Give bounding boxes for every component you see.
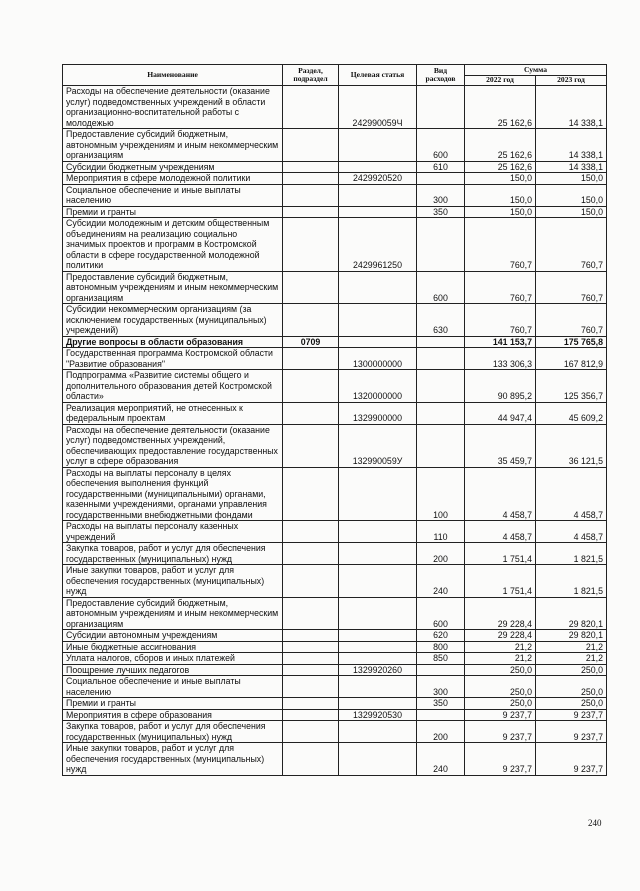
row-name: Иные закупки товаров, работ и услуг для обеспечения государственных (муниципальных) нужд	[63, 565, 283, 598]
row-value-2023: 167 812,9	[536, 348, 607, 370]
row-value-2023: 760,7	[536, 304, 607, 337]
header-sum: Сумма	[465, 65, 607, 76]
row-value-2023: 9 237,7	[536, 709, 607, 721]
row-value-2022: 760,7	[465, 304, 536, 337]
table-row	[63, 86, 607, 129]
row-target	[339, 630, 417, 642]
table-row	[63, 597, 607, 630]
row-section	[283, 173, 339, 185]
row-name: Закупка товаров, работ и услуг для обеспечения государственных (муниципальных) нужд	[63, 543, 283, 565]
row-name: Закупка товаров, работ и услуг для обеспечения государственных (муниципальных) нужд	[63, 721, 283, 743]
row-section	[283, 698, 339, 710]
row-section: 0709	[283, 336, 339, 348]
row-value-2023: 760,7	[536, 271, 607, 304]
row-value-2022: 25 162,6	[465, 86, 536, 129]
table-row	[63, 348, 607, 370]
row-target	[339, 743, 417, 776]
row-kind: 600	[417, 129, 465, 162]
row-kind	[417, 709, 465, 721]
row-kind: 350	[417, 698, 465, 710]
row-kind: 600	[417, 597, 465, 630]
row-value-2022: 44 947,4	[465, 402, 536, 424]
row-name: Премии и гранты	[63, 698, 283, 710]
row-section	[283, 218, 339, 272]
table-row	[63, 218, 607, 272]
row-target	[339, 467, 417, 521]
row-value-2022: 21,2	[465, 641, 536, 653]
row-value-2022: 9 237,7	[465, 743, 536, 776]
row-kind: 620	[417, 630, 465, 642]
row-name: Расходы на выплаты персоналу в целях обеспечения выполнения функций государственными (муниципальными) органами, казенными учреждениями, органами управления государственными внебюджетными фондами	[63, 467, 283, 521]
table-row	[63, 129, 607, 162]
row-value-2022: 133 306,3	[465, 348, 536, 370]
row-value-2022: 4 458,7	[465, 521, 536, 543]
row-value-2023: 175 765,8	[536, 336, 607, 348]
row-target	[339, 336, 417, 348]
row-target	[339, 698, 417, 710]
row-section	[283, 543, 339, 565]
row-value-2023: 250,0	[536, 664, 607, 676]
row-value-2022: 9 237,7	[465, 721, 536, 743]
row-section	[283, 348, 339, 370]
row-value-2022: 150,0	[465, 173, 536, 185]
table-row	[63, 271, 607, 304]
table-row	[63, 641, 607, 653]
row-target: 1300000000	[339, 348, 417, 370]
row-kind: 110	[417, 521, 465, 543]
row-value-2022: 35 459,7	[465, 424, 536, 467]
row-section	[283, 743, 339, 776]
row-kind	[417, 424, 465, 467]
row-kind: 300	[417, 184, 465, 206]
header-kind: Вид расходов	[417, 65, 465, 86]
row-target: 2429961250	[339, 218, 417, 272]
row-target	[339, 521, 417, 543]
row-section	[283, 206, 339, 218]
row-kind: 350	[417, 206, 465, 218]
row-kind: 630	[417, 304, 465, 337]
header-year-2023: 2023 год	[536, 76, 607, 86]
row-name: Государственная программа Костромской области "Развитие образования"	[63, 348, 283, 370]
table-row	[63, 206, 607, 218]
row-target: 1329900000	[339, 402, 417, 424]
row-kind	[417, 86, 465, 129]
row-value-2022: 1 751,4	[465, 565, 536, 598]
row-value-2022: 21,2	[465, 653, 536, 665]
row-value-2022: 250,0	[465, 664, 536, 676]
row-value-2022: 760,7	[465, 271, 536, 304]
row-section	[283, 370, 339, 403]
row-name: Премии и гранты	[63, 206, 283, 218]
row-section	[283, 161, 339, 173]
row-target	[339, 641, 417, 653]
row-value-2022: 150,0	[465, 206, 536, 218]
row-section	[283, 653, 339, 665]
row-target	[339, 565, 417, 598]
row-name: Социальное обеспечение и иные выплаты населению	[63, 184, 283, 206]
table-row	[63, 184, 607, 206]
row-name: Субсидии молодежным и детским общественным объединениям на реализацию социально значимых проектов и программ в Костромской области в сфере государственной молодежной политики	[63, 218, 283, 272]
row-value-2022: 141 153,7	[465, 336, 536, 348]
row-kind	[417, 173, 465, 185]
page-number: 240	[588, 818, 602, 828]
row-value-2022: 29 228,4	[465, 630, 536, 642]
row-value-2023: 150,0	[536, 173, 607, 185]
row-name: Поощрение лучших педагогов	[63, 664, 283, 676]
table-row	[63, 543, 607, 565]
table-row	[63, 743, 607, 776]
row-name: Мероприятия в сфере образования	[63, 709, 283, 721]
row-kind: 240	[417, 565, 465, 598]
row-name: Субсидии бюджетным учреждениям	[63, 161, 283, 173]
table-body	[63, 86, 607, 776]
table-row	[63, 402, 607, 424]
row-kind: 850	[417, 653, 465, 665]
header-year-2022: 2022 год	[465, 76, 536, 86]
row-section	[283, 521, 339, 543]
table-row	[63, 698, 607, 710]
row-value-2023: 4 458,7	[536, 521, 607, 543]
row-value-2023: 4 458,7	[536, 467, 607, 521]
row-section	[283, 676, 339, 698]
row-value-2022: 1 751,4	[465, 543, 536, 565]
table-row	[63, 664, 607, 676]
row-kind	[417, 370, 465, 403]
row-target: 242990059Ч	[339, 86, 417, 129]
table-row	[63, 630, 607, 642]
row-kind: 200	[417, 721, 465, 743]
row-value-2023: 29 820,1	[536, 597, 607, 630]
row-target	[339, 271, 417, 304]
row-kind: 600	[417, 271, 465, 304]
row-target	[339, 206, 417, 218]
row-name: Расходы на обеспечение деятельности (оказание услуг) подведомственных учреждений, обеспечивающих предоставление государственных услуг в сфере образования	[63, 424, 283, 467]
row-name: Уплата налогов, сборов и иных платежей	[63, 653, 283, 665]
row-section	[283, 630, 339, 642]
row-target: 2429920520	[339, 173, 417, 185]
row-value-2023: 9 237,7	[536, 721, 607, 743]
table-row	[63, 565, 607, 598]
row-name: Иные закупки товаров, работ и услуг для обеспечения государственных (муниципальных) нужд	[63, 743, 283, 776]
header-name: Наименование	[63, 65, 283, 86]
row-value-2022: 29 228,4	[465, 597, 536, 630]
row-section	[283, 402, 339, 424]
header-section: Раздел, подраздел	[283, 65, 339, 86]
row-value-2023: 21,2	[536, 641, 607, 653]
table-row	[63, 467, 607, 521]
row-kind	[417, 336, 465, 348]
row-value-2022: 250,0	[465, 676, 536, 698]
row-target: 1329920260	[339, 664, 417, 676]
row-kind	[417, 664, 465, 676]
table-row	[63, 709, 607, 721]
table-row	[63, 521, 607, 543]
row-target	[339, 184, 417, 206]
row-kind: 100	[417, 467, 465, 521]
table-row	[63, 336, 607, 348]
row-section	[283, 86, 339, 129]
row-target	[339, 676, 417, 698]
row-name: Социальное обеспечение и иные выплаты населению	[63, 676, 283, 698]
row-section	[283, 184, 339, 206]
row-value-2023: 1 821,5	[536, 565, 607, 598]
row-value-2022: 4 458,7	[465, 467, 536, 521]
row-value-2022: 150,0	[465, 184, 536, 206]
row-value-2023: 150,0	[536, 184, 607, 206]
row-value-2022: 250,0	[465, 698, 536, 710]
row-kind: 240	[417, 743, 465, 776]
row-kind	[417, 402, 465, 424]
row-kind	[417, 218, 465, 272]
row-target	[339, 304, 417, 337]
row-name: Иные бюджетные ассигнования	[63, 641, 283, 653]
row-section	[283, 304, 339, 337]
row-target: 132990059У	[339, 424, 417, 467]
row-section	[283, 597, 339, 630]
row-name: Субсидии автономным учреждениям	[63, 630, 283, 642]
row-name: Предоставление субсидий бюджетным, автономным учреждениям и иным некоммерческим организациям	[63, 597, 283, 630]
table-row	[63, 653, 607, 665]
row-value-2023: 250,0	[536, 698, 607, 710]
row-section	[283, 664, 339, 676]
table-row	[63, 676, 607, 698]
row-target: 1329920530	[339, 709, 417, 721]
row-section	[283, 641, 339, 653]
row-value-2023: 150,0	[536, 206, 607, 218]
table-header	[63, 65, 607, 86]
row-name: Другие вопросы в области образования	[63, 336, 283, 348]
row-value-2023: 9 237,7	[536, 743, 607, 776]
row-value-2023: 1 821,5	[536, 543, 607, 565]
row-section	[283, 709, 339, 721]
table-row	[63, 161, 607, 173]
row-value-2022: 25 162,6	[465, 161, 536, 173]
row-value-2023: 21,2	[536, 653, 607, 665]
row-section	[283, 271, 339, 304]
row-target	[339, 597, 417, 630]
row-value-2023: 14 338,1	[536, 86, 607, 129]
row-kind: 300	[417, 676, 465, 698]
row-section	[283, 129, 339, 162]
row-value-2023: 45 609,2	[536, 402, 607, 424]
row-value-2023: 250,0	[536, 676, 607, 698]
row-target	[339, 721, 417, 743]
table-row	[63, 721, 607, 743]
row-kind: 800	[417, 641, 465, 653]
row-name: Реализация мероприятий, не отнесенных к федеральным проектам	[63, 402, 283, 424]
table-row	[63, 304, 607, 337]
row-value-2022: 90 895,2	[465, 370, 536, 403]
row-target	[339, 653, 417, 665]
row-section	[283, 467, 339, 521]
row-section	[283, 424, 339, 467]
row-name: Предоставление субсидий бюджетным, автономным учреждениям и иным некоммерческим организациям	[63, 271, 283, 304]
row-target	[339, 543, 417, 565]
row-value-2022: 9 237,7	[465, 709, 536, 721]
row-name: Подпрограмма «Развитие системы общего и дополнительного образования детей Костромской области»	[63, 370, 283, 403]
budget-table	[62, 64, 607, 776]
row-value-2023: 14 338,1	[536, 129, 607, 162]
row-name: Расходы на обеспечение деятельности (оказание услуг) подведомственных учреждений в области организационно-воспитательной работы с молодежью	[63, 86, 283, 129]
row-value-2023: 14 338,1	[536, 161, 607, 173]
row-name: Субсидии некоммерческим организациям (за исключением государственных (муниципальных) учреждений)	[63, 304, 283, 337]
row-value-2022: 25 162,6	[465, 129, 536, 162]
row-value-2022: 760,7	[465, 218, 536, 272]
row-section	[283, 565, 339, 598]
row-name: Мероприятия в сфере молодежной политики	[63, 173, 283, 185]
row-value-2023: 760,7	[536, 218, 607, 272]
table-row	[63, 424, 607, 467]
row-value-2023: 125 356,7	[536, 370, 607, 403]
row-name: Расходы на выплаты персоналу казенных учреждений	[63, 521, 283, 543]
table-row	[63, 173, 607, 185]
row-value-2023: 29 820,1	[536, 630, 607, 642]
header-target: Целевая статья	[339, 65, 417, 86]
row-kind	[417, 348, 465, 370]
row-target	[339, 129, 417, 162]
row-kind: 610	[417, 161, 465, 173]
row-name: Предоставление субсидий бюджетным, автономным учреждениям и иным некоммерческим организациям	[63, 129, 283, 162]
row-kind: 200	[417, 543, 465, 565]
row-target: 1320000000	[339, 370, 417, 403]
table-row	[63, 370, 607, 403]
row-target	[339, 161, 417, 173]
row-value-2023: 36 121,5	[536, 424, 607, 467]
row-section	[283, 721, 339, 743]
